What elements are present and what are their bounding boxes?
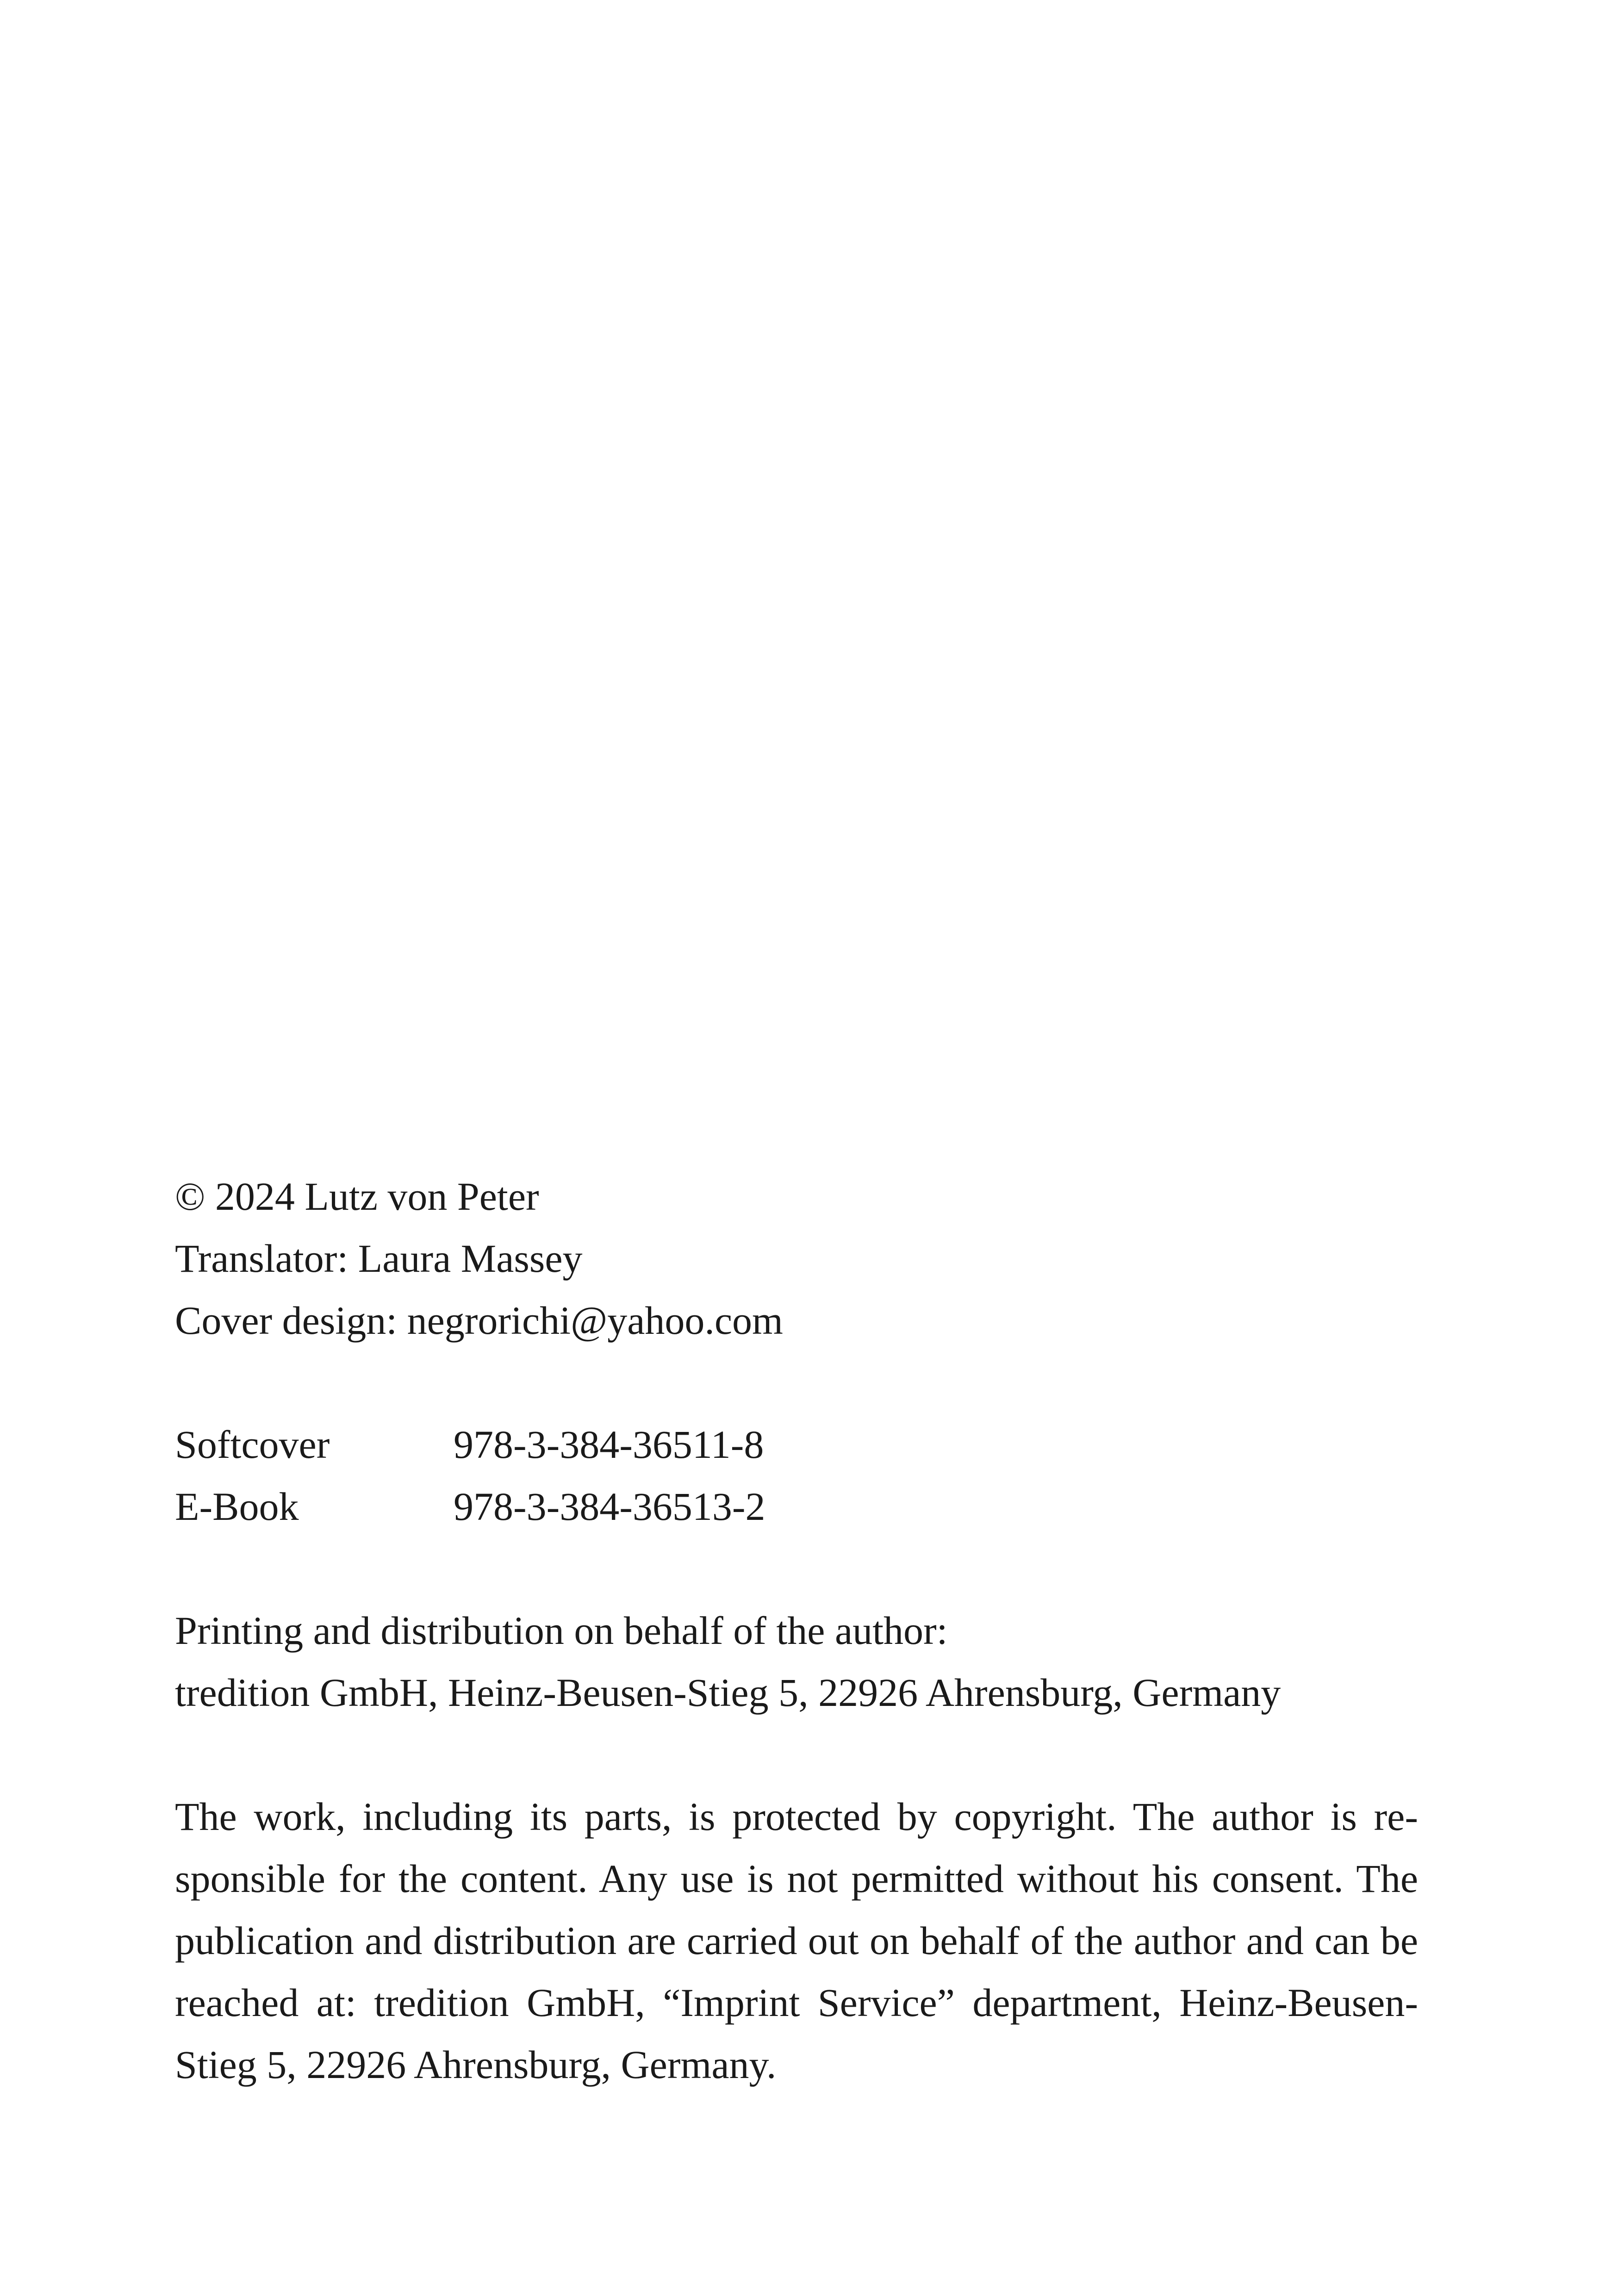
legal-notice bbox=[175, 1786, 1418, 2096]
isbn-number: 978-3-384-36511-8 bbox=[454, 1422, 764, 1467]
isbn-number: 978-3-384-36513-2 bbox=[454, 1484, 765, 1529]
cover-design-line: Cover design: negrorichi@yahoo.com bbox=[175, 1298, 783, 1343]
isbn-format: E-Book bbox=[175, 1484, 299, 1529]
printing-address: tredition GmbH, Heinz-Beusen-Stieg 5, 22926 Ahrensburg, Germany bbox=[175, 1670, 1281, 1715]
imprint-block bbox=[175, 1165, 1418, 2096]
spacer bbox=[175, 1724, 1418, 1786]
spacer bbox=[175, 1351, 1418, 1413]
translator-line: Translator: Laura Massey bbox=[175, 1236, 583, 1281]
spacer bbox=[175, 1537, 1418, 1599]
copyright-line: © 2024 Lutz von Peter bbox=[175, 1174, 539, 1219]
isbn-row-softcover bbox=[175, 1413, 1418, 1475]
isbn-row-ebook bbox=[175, 1475, 1418, 1537]
printing-heading: Printing and distribution on behalf of the author: bbox=[175, 1608, 948, 1653]
isbn-format: Softcover bbox=[175, 1422, 330, 1467]
legal-notice-text: The work, including its parts, is protected by copyright. The author is responsible for the content. Any use is not permitted without his consent. The publication and distribution are carried out on behalf of the author and can be reached at: tredition GmbH, “Imprint Service” department, Heinz-Beusen-Stieg 5, 22926 Ahrensburg, Germany. bbox=[175, 1794, 1418, 2087]
